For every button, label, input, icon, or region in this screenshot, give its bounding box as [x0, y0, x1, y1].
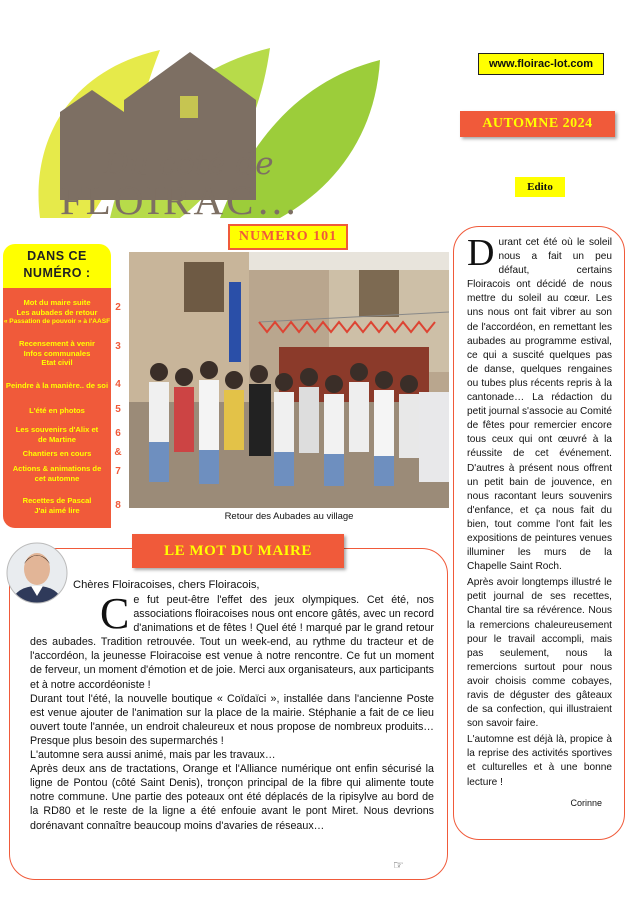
toc-heading-line1: DANS CE — [27, 249, 87, 263]
toc-item-line: Les souvenirs d'Alix et — [15, 425, 99, 434]
toc-item[interactable] — [3, 425, 111, 444]
edito-dropcap: D — [467, 232, 495, 274]
continue-icon: ☞ — [393, 858, 404, 872]
mayor-paragraph: Durant tout l'été, la nouvelle boutique « Coïdaïci », installée dans l'ancienne Poste est venue ajouter de l'animation sur la place de la mairie. Stéphanie a fait de ce lieu ouvert toute l'année, un endroit chaleureux et nous propose de nombreux produits… Presque plus besoin des supermarchés ! — [30, 692, 434, 747]
mayor-paragraph-text: e fut peut-être l'effet des jeux olympiques. Cet été, nos associations floiracoises nous ont encore gâtés, avec un record d'animations et de fêtes ! Quel été ! marqué par le grand retour des aubades. Tradition retrouvée. Tout un week-end, au rythme du tracteur et de l'accordéon, la jeunesse Floiracoise est venue à notre rencontre. Ce fut un moment de ferveur, un moment d'émotion et de joie. Merci aux organisateurs, aux participants et à notre accordéoniste ! — [30, 594, 434, 691]
mayor-dropcap: C — [100, 589, 130, 638]
issue-number: NUMERO 101 — [228, 224, 348, 250]
photo-caption: Retour des Aubades au village — [224, 511, 354, 522]
mayor-paragraph — [30, 589, 434, 692]
toc-item-line: Infos communales — [23, 348, 91, 358]
website-link[interactable]: www.floirac-lot.com — [478, 53, 604, 75]
toc-page-number: 7 — [115, 466, 121, 477]
season-banner: AUTOMNE 2024 — [460, 111, 615, 137]
edito-paragraph: Après avoir longtemps illustré le petit journal de ses recettes, Chantal tire sa révérence. Nous la remercions chaleureusement pour le travail accompli, mais pas seulement, nous la remercions surtout pour nous avoir choisis comme cobayes, ravis de déguster des gâteaux de sa confection, qui illustraient son savoir faire. — [467, 577, 612, 730]
toc-item[interactable] — [3, 449, 111, 459]
toc-item-line: L'été en photos — [29, 406, 85, 415]
toc-item[interactable] — [3, 339, 111, 368]
edito-signature: Corinne — [570, 797, 602, 808]
toc-page-number: 6 — [115, 428, 121, 439]
mayor-paragraph: Après deux ans de tractations, Orange et l'Alliance numérique ont enfin sécurisé la ligne de Pontou (côté Saint Denis), tronçon principal de la fibre qui alimente toute notre commune. Une partie des poteaux ont été déplacés de la ripisylve au bord de la RD80 et le reste de la ligne a été enfouie avant le pont Miret. Nous devrions dorénavant connaître beaucoup moins d'avaries de réseaux… — [30, 763, 434, 832]
mayor-article — [30, 589, 434, 833]
toc-item-line: Recensement à venir — [19, 339, 95, 348]
mayor-greeting: Chères Floiracoises, chers Floiracois, — [73, 579, 260, 591]
mayor-paragraph: L'automne sera aussi animé, mais par les travaux… — [30, 749, 276, 762]
toc-item[interactable] — [3, 406, 111, 416]
logo-window — [180, 96, 198, 118]
toc-page-number: & — [114, 447, 122, 458]
toc-page-number: 8 — [115, 500, 121, 511]
toc-item-line: « Passation de pouvoir » à l'AASF — [3, 318, 111, 325]
edito-paragraph: L'automne est déjà là, propice à la reprise des activités sportives et culturelles et à une bonne lecture ! — [467, 734, 612, 788]
toc-item-line: de Martine — [38, 434, 76, 444]
toc-item-line: Etat civil — [41, 358, 73, 367]
toc-item-line: J'ai aimé lire — [34, 505, 80, 515]
toc-item-line: Les aubades de retour — [16, 307, 98, 317]
toc-heading — [3, 248, 111, 282]
toc-item-line: Recettes de Pascal — [22, 496, 92, 505]
toc-item[interactable] — [3, 496, 111, 515]
edito-article — [467, 232, 612, 812]
toc-item-line: Peindre à la manière.. de soi — [5, 381, 109, 390]
toc-item[interactable] — [3, 464, 111, 483]
toc-page-number: 3 — [115, 341, 121, 352]
aubades-photo — [129, 252, 449, 508]
toc-item-line: cet automne — [34, 473, 80, 483]
toc-page-number: 2 — [115, 302, 121, 313]
toc-item-line: Actions & animations de — [12, 464, 102, 473]
edito-label: Edito — [515, 177, 565, 197]
toc-item[interactable] — [3, 298, 111, 327]
edito-paragraph-text: urant cet été où le soleil nous a fait un peu défaut, certains Floiracois ont décidé de nous mettre du soleil au cœur. Les uns nous ont fait vibrer au son de l'accordéon, en remettant les aubades au programme estival, ce qui a suscité quelques pas de danse, quelques rengaines ou tubes plus récents repris à la cantonade… La rédaction du petit journal s'associe au Comité de fêtes pour remercier encore tous ceux qui ont œuvré à la réussite de cet événement. D'autres à présent nous offrent un petit bain de jouvence, en nous racontant leurs souvenirs d'enfance, et ça nous fait du bien, tout comme l'ont fait les expositions de peintures venues illuminer les murs de la Chapelle Saint Roch. — [467, 237, 612, 573]
toc-item-line: Mot du maire suite — [23, 298, 91, 307]
toc-page-number: 5 — [115, 404, 121, 415]
toc-item[interactable] — [3, 381, 111, 391]
logo-title: FLOIRAC… — [60, 177, 301, 223]
toc-heading-line2: NUMÉRO : — [23, 266, 91, 280]
mot-du-maire-title: LE MOT DU MAIRE — [132, 534, 344, 568]
logo-cursive-text: Du côté de — [104, 146, 274, 182]
edito-paragraph — [467, 232, 612, 574]
toc-item-line: Chantiers en cours — [22, 449, 92, 458]
toc-page-number: 4 — [115, 379, 121, 390]
